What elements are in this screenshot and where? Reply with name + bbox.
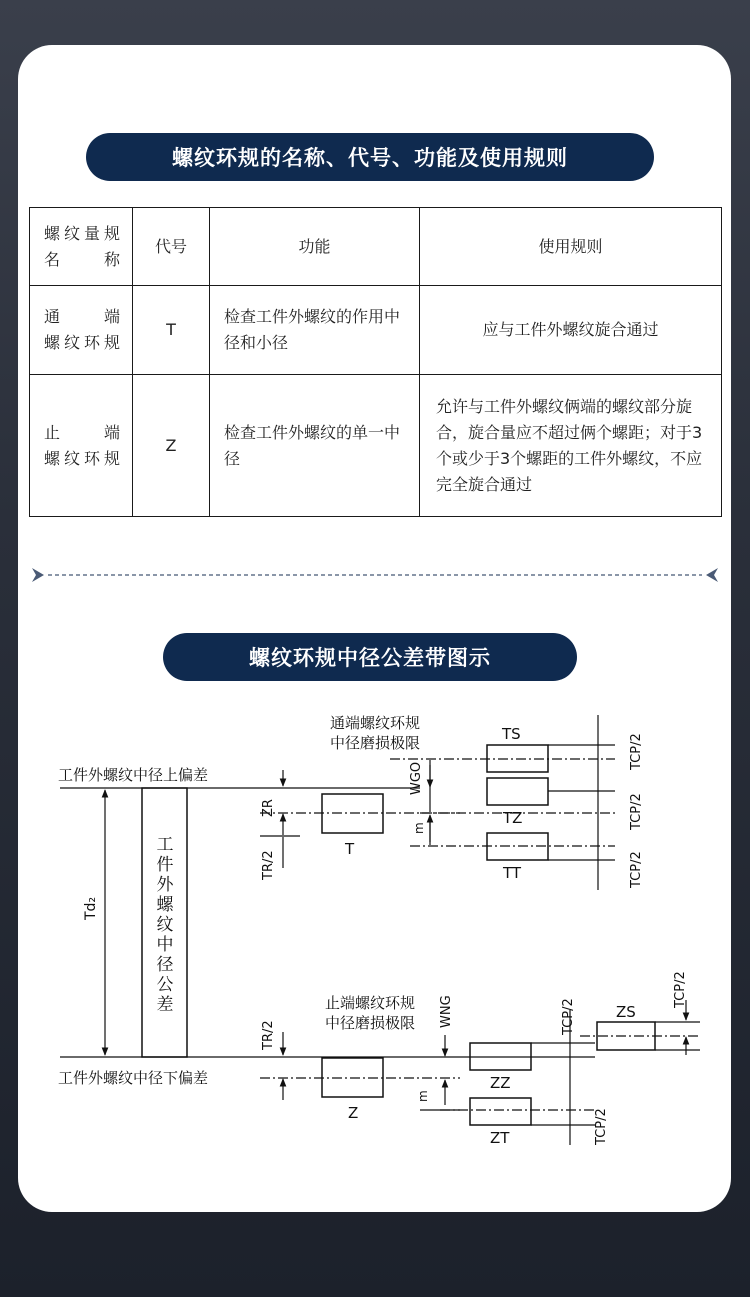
tolerance-text-char: 公 — [156, 975, 174, 995]
label-z: Z — [348, 1104, 359, 1122]
workpiece-tolerance-text — [157, 835, 175, 1015]
header-rule: 使用规则 — [420, 208, 722, 286]
section-title-table: 螺纹环规的名称、代号、功能及使用规则 — [86, 133, 654, 181]
tolerance-text-char: 件 — [156, 855, 174, 875]
header-gauge-name: 螺纹量规名 称 — [30, 208, 133, 286]
gauge-name-line: 通 端 — [44, 307, 120, 326]
function-cell: 检查工件外螺纹的单一中径 — [210, 375, 420, 517]
label-tcp-tz: TCP/2 — [629, 793, 644, 830]
label-tr2-lower: TR/2 — [261, 1020, 276, 1050]
gauge-name-line: 螺纹环规 — [44, 448, 120, 468]
tolerance-text-char: 差 — [156, 995, 174, 1015]
label-ts: TS — [502, 725, 521, 743]
label-zz: ZZ — [490, 1074, 511, 1092]
tolerance-text-char: 中 — [156, 935, 174, 955]
lower-deviation-label: 工件外螺纹中径下偏差 — [58, 1069, 209, 1087]
tolerance-text-char: 工 — [156, 835, 174, 855]
function-cell: 检查工件外螺纹的作用中径和小径 — [210, 286, 420, 375]
label-wgo: WGO — [409, 761, 424, 795]
nogo-title-line1: 止端螺纹环规 — [325, 994, 416, 1012]
gauge-name-line: 止 端 — [44, 422, 120, 442]
label-tz: TZ — [503, 809, 523, 827]
tolerance-text-char: 外 — [156, 875, 174, 895]
divider-arrow-left-icon — [706, 568, 718, 582]
gauge-name-line: 螺纹环规 — [44, 333, 120, 352]
label-tcp-tt: TCP/2 — [629, 851, 644, 888]
code-cell: T — [133, 286, 210, 375]
section-divider — [30, 565, 720, 585]
label-tcp-zz: TCP/2 — [561, 998, 576, 1035]
zt-rect — [470, 1098, 531, 1125]
ring-gauge-table — [29, 207, 722, 517]
rule-cell: 应与工件外螺纹旋合通过 — [420, 286, 722, 375]
label-tcp-zt: TCP/2 — [594, 1108, 609, 1145]
table-row — [30, 286, 722, 375]
label-m-upper: m — [412, 822, 426, 834]
upper-deviation-label: 工件外螺纹中径上偏差 — [58, 766, 209, 784]
tolerance-text-char: 纹 — [156, 915, 174, 935]
label-zt: ZT — [490, 1129, 510, 1147]
label-tcp-ts: TCP/2 — [629, 733, 644, 770]
header-code: 代号 — [133, 208, 210, 286]
section-title-diagram: 螺纹环规中径公差带图示 — [163, 633, 577, 681]
rule-cell: 允许与工件外螺纹俩端的螺纹部分旋合，旋合量应不超过俩个螺距；对于3个或少于3个螺距的工件外螺纹，不应完全旋合通过 — [420, 375, 722, 517]
nogo-title-line2: 中径磨损极限 — [325, 1014, 416, 1032]
label-m-lower: m — [416, 1090, 430, 1102]
label-tt: TT — [503, 864, 522, 882]
label-zr: ZR — [261, 799, 276, 817]
go-title-line1: 通端螺纹环规 — [330, 714, 421, 732]
go-title-line2: 中径磨损极限 — [330, 734, 421, 752]
label-zs: ZS — [616, 1003, 636, 1021]
tolerance-text-char: 径 — [156, 955, 174, 975]
table-row — [30, 375, 722, 517]
label-wng: WNG — [439, 995, 454, 1028]
label-tr2-upper: TR/2 — [261, 850, 276, 880]
tolerance-text-char: 螺 — [156, 895, 174, 915]
tz-rect — [487, 778, 548, 805]
gauge-name-cell — [30, 286, 133, 375]
label-t: T — [345, 840, 355, 858]
code-cell: Z — [133, 375, 210, 517]
table-header-row — [30, 208, 722, 286]
header-function: 功能 — [210, 208, 420, 286]
label-tcp-zs: TCP/2 — [673, 971, 688, 1008]
td2-label: Td₂ — [83, 896, 99, 920]
divider-arrow-right-icon — [32, 568, 44, 582]
gauge-name-cell — [30, 375, 133, 517]
tolerance-zone-diagram — [0, 690, 750, 1170]
